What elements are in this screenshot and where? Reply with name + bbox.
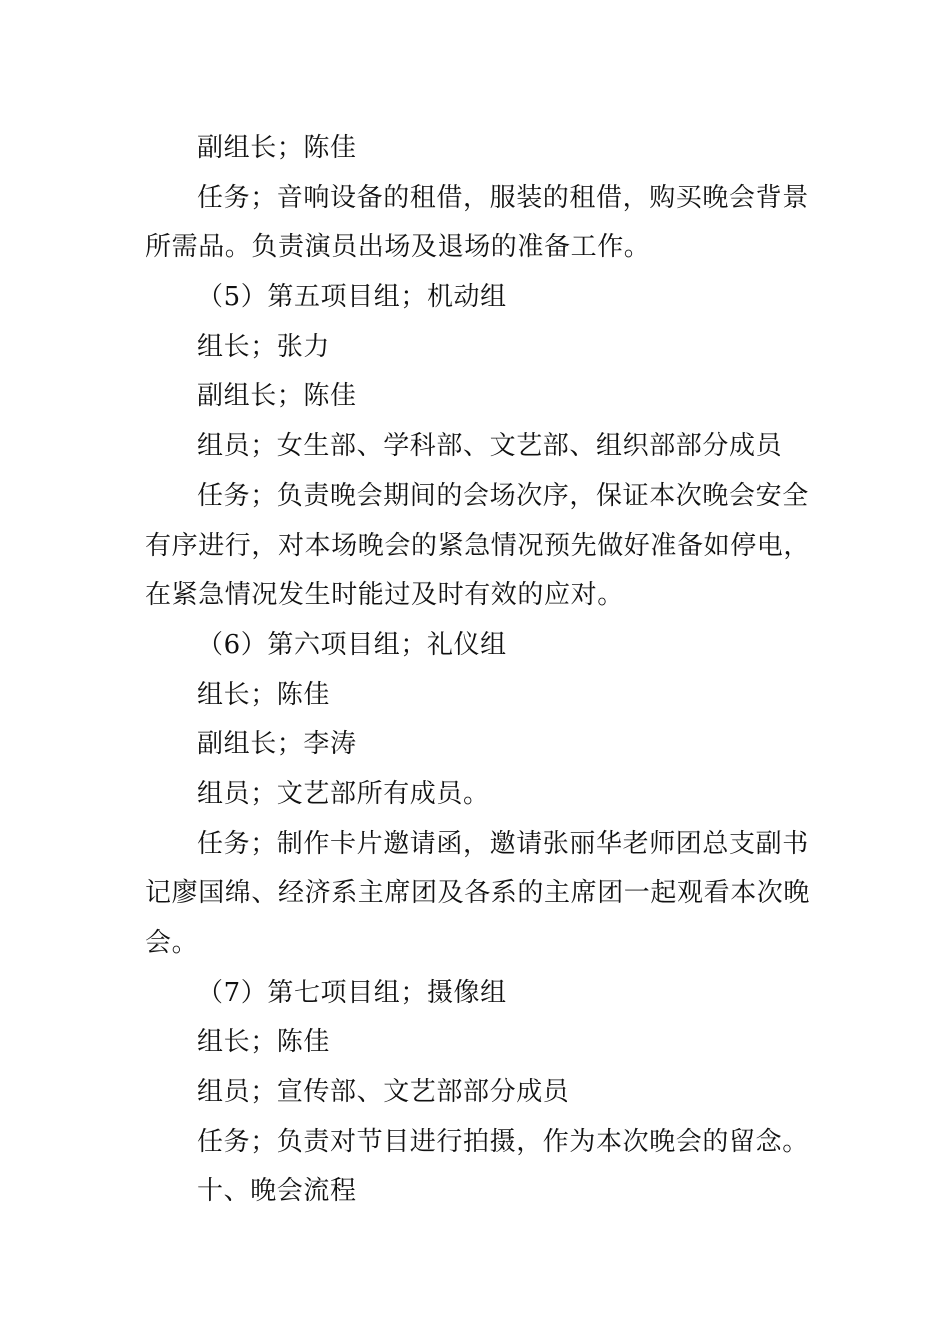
leader-line: 组长；陈佳 [197,679,331,710]
section-heading-group-7: （7）第七项目组；摄像组 [197,977,507,1008]
task-line: 任务；音响设备的租借，服装的租借，购买晚会背景 [197,182,809,213]
members-line: 组员；女生部、学科部、文艺部、组织部部分成员 [197,431,783,462]
task-continuation-line: 有序进行，对本场晚会的紧急情况预先做好准备如停电， [145,530,811,561]
deputy-leader-line: 副组长；陈佳 [197,381,357,412]
task-line: 任务；负责晚会期间的会场次序，保证本次晚会安全 [197,480,809,511]
task-line: 任务；负责对节目进行拍摄，作为本次晚会的留念。 [197,1126,809,1157]
leader-line: 组长；张力 [197,331,331,362]
members-line: 组员；宣传部、文艺部部分成员 [197,1077,570,1108]
section-heading-group-6: （6）第六项目组；礼仪组 [197,629,507,660]
deputy-leader-line: 副组长；李涛 [197,729,357,760]
task-line: 任务；制作卡片邀请函，邀请张丽华老师团总支副书 [197,828,809,859]
deputy-leader-line: 副组长；陈佳 [197,133,357,163]
task-continuation-line: 会。 [145,928,199,958]
task-continuation-line: 所需品。负责演员出场及退场的准备工作。 [145,232,651,263]
document-body [145,124,811,1217]
task-continuation-line: 在紧急情况发生时能过及时有效的应对。 [145,580,624,611]
section-heading-group-5: （5）第五项目组；机动组 [197,282,507,313]
members-line: 组员；文艺部所有成员。 [197,778,490,809]
leader-line: 组长；陈佳 [197,1027,331,1058]
section-heading-evening-program: 十、晚会流程 [197,1176,357,1207]
task-continuation-line: 记廖国绵、经济系主席团及各系的主席团一起观看本次晚 [145,878,811,909]
